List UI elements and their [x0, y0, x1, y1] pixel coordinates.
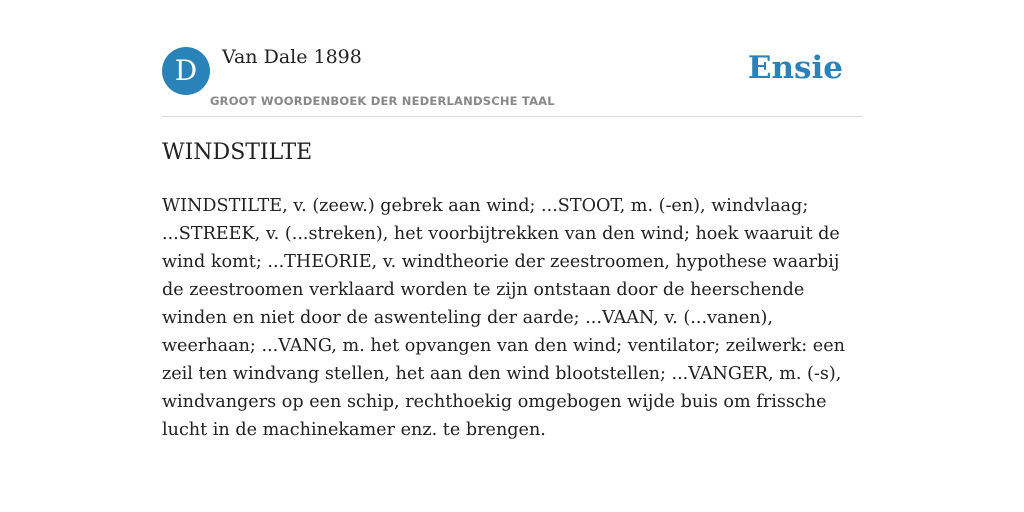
headword: WINDSTILTE	[162, 140, 313, 165]
source-title[interactable]: Van Dale 1898	[222, 46, 362, 68]
source-header	[162, 0, 862, 117]
source-avatar[interactable]: D	[162, 47, 210, 95]
definition-text: WINDSTILTE, v. (zeew.) gebrek aan wind; ...STOOT, m. (-en), windvlaag; ...STREEK, v. (...streken), het voorbijtrekken van den wind; hoek waaruit de wind komt; ...THEORIE, v. windtheorie der zeestroomen, hypothese waarbij de zeestroomen verklaard worden te zijn ontstaan door de heerschende winden en niet door de aswenteling der aarde; ...VAAN, v. (...vanen), weerhaan; ...VANG, m. het opvangen van den wind; ventilator; zeilwerk: een zeil ten windvang stellen, het aan den wind blootstellen; ...VANGER, m. (-s), windvangers op een schip, rechthoekig omgebogen wijde buis om frissche lucht in de machinekamer enz. te brengen.	[162, 196, 845, 440]
source-subtitle: GROOT WOORDENBOEK DER NEDERLANDSCHE TAAL	[210, 94, 555, 108]
brand-logo[interactable]: Ensie	[747, 50, 843, 86]
